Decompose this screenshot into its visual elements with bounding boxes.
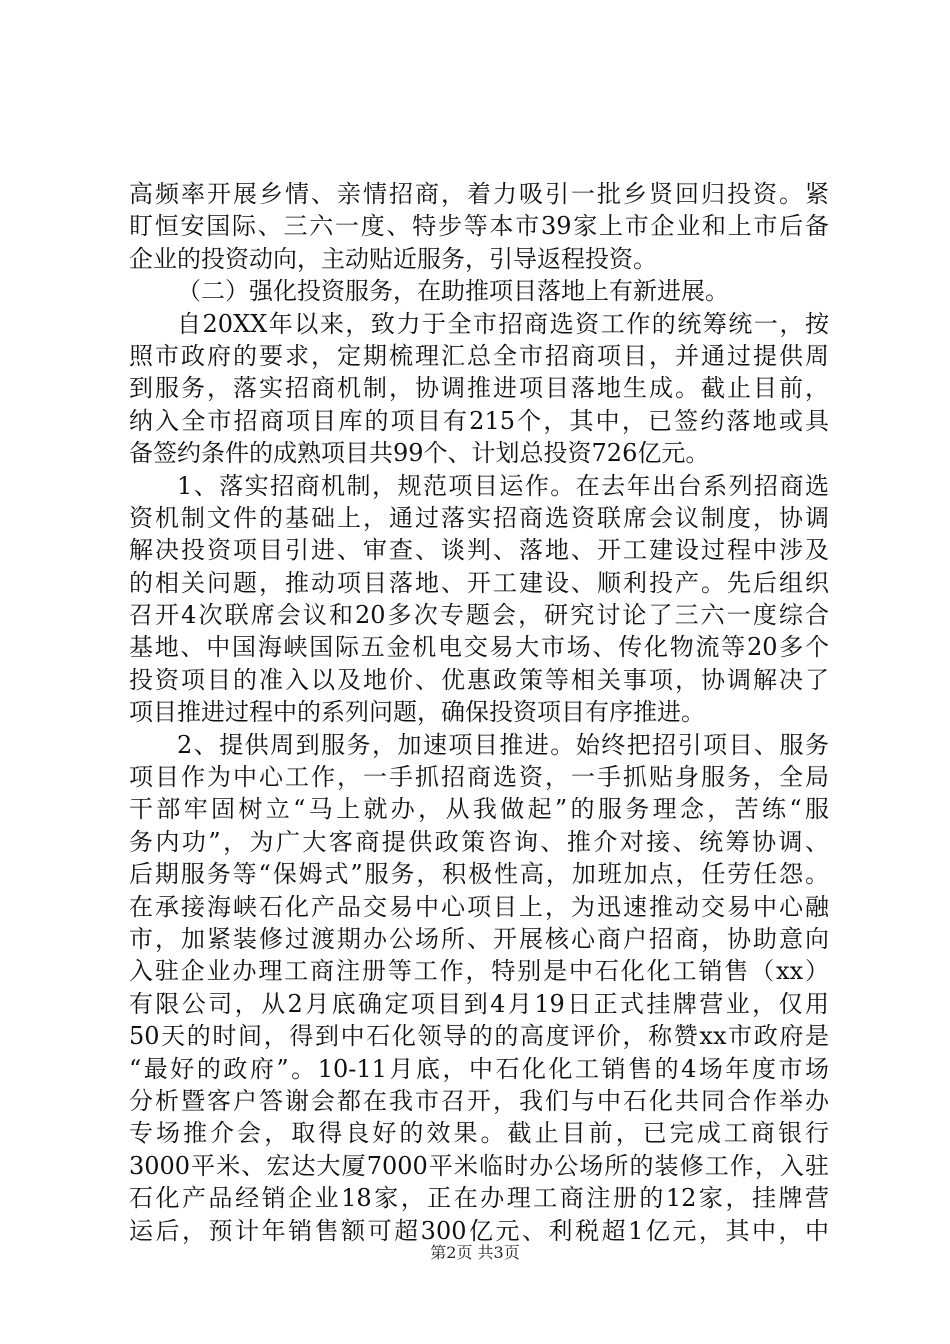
- text-line: 50天的时间，得到中石化领导的的高度评价，称赞xx市政府是: [129, 1022, 829, 1051]
- text-line: 的相关问题，推动项目落地、开工建设、顺利投产。先后组织: [129, 568, 829, 597]
- text-line: 基地、中国海峡国际五金机电交易大市场、传化物流等20多个: [129, 633, 829, 662]
- text-line: 资机制文件的基础上，通过落实招商选资联席会议制度，协调: [129, 503, 829, 532]
- text-line: 解决投资项目引进、审查、谈判、落地、开工建设过程中涉及: [129, 536, 829, 565]
- text-line: 盯恒安国际、三六一度、特步等本市39家上市企业和上市后备: [129, 212, 829, 241]
- text-line: 市，加紧装修过渡期办公场所、开展核心商户招商，协助意向: [129, 924, 829, 953]
- text-line: 投资项目的准入以及地价、优惠政策等相关事项，协调解决了: [129, 665, 829, 694]
- text-line: 运后，预计年销售额可超300亿元、利税超1亿元，其中，中: [129, 1216, 829, 1245]
- text-line: 有限公司，从2月底确定项目到4月19日正式挂牌营业，仅用: [129, 989, 829, 1018]
- page-footer: 第2页 共3页: [430, 1243, 520, 1262]
- text-line: 到服务，落实招商机制，协调推进项目落地生成。截止目前，: [129, 374, 829, 403]
- text-line: 后期服务等“保姆式”服务，积极性高，加班加点，任劳任怨。: [129, 860, 829, 889]
- text-line: 3000平米、宏达大厦7000平米临时办公场所的装修工作，入驻: [129, 1151, 829, 1180]
- text-line: 备签约条件的成熟项目共99个、计划总投资726亿元。: [129, 439, 710, 468]
- text-line: 自20XX年以来，致力于全市招商选资工作的统筹统一，按: [177, 309, 829, 338]
- body-text: [129, 178, 829, 1247]
- text-line: 项目作为中心工作，一手抓招商选资，一手抓贴身服务，全局: [129, 763, 829, 792]
- text-line: 在承接海峡石化产品交易中心项目上，为迅速推动交易中心融: [129, 892, 829, 921]
- text-line: 召开4次联席会议和20多次专题会，研究讨论了三六一度综合: [129, 601, 829, 630]
- text-line: 入驻企业办理工商注册等工作，特别是中石化化工销售（xx）: [129, 957, 829, 986]
- text-line: 分析暨客户答谢会都在我市召开，我们与中石化共同合作举办: [129, 1086, 829, 1115]
- text-line: 纳入全市招商项目库的项目有215个，其中，已签约落地或具: [129, 406, 829, 435]
- text-line: “最好的政府”。10-11月底，中石化化工销售的4场年度市场: [129, 1054, 829, 1083]
- text-line: 2、提供周到服务，加速项目推进。始终把招引项目、服务: [177, 730, 829, 759]
- text-line: 专场推介会，取得良好的效果。截止目前，已完成工商银行: [129, 1119, 829, 1148]
- text-line: 企业的投资动向，主动贴近服务，引导返程投资。: [129, 244, 657, 273]
- text-line: 干部牢固树立“马上就办，从我做起”的服务理念，苦练“服: [129, 795, 829, 824]
- text-line: （二）强化投资服务，在助推项目落地上有新进展。: [177, 277, 729, 306]
- text-line: 照市政府的要求，定期梳理汇总全市招商项目，并通过提供周: [129, 341, 829, 370]
- text-line: 1、落实招商机制，规范项目运作。在去年出台系列招商选: [177, 471, 829, 500]
- text-line: 务内功”，为广大客商提供政策咨询、推介对接、统筹协调、: [129, 827, 829, 856]
- text-line: 石化产品经销企业18家，正在办理工商注册的12家，挂牌营: [129, 1184, 829, 1213]
- text-line: 高频率开展乡情、亲情招商，着力吸引一批乡贤回归投资。紧: [129, 180, 829, 208]
- text-line: 项目推进过程中的系列问题，确保投资项目有序推进。: [129, 698, 705, 727]
